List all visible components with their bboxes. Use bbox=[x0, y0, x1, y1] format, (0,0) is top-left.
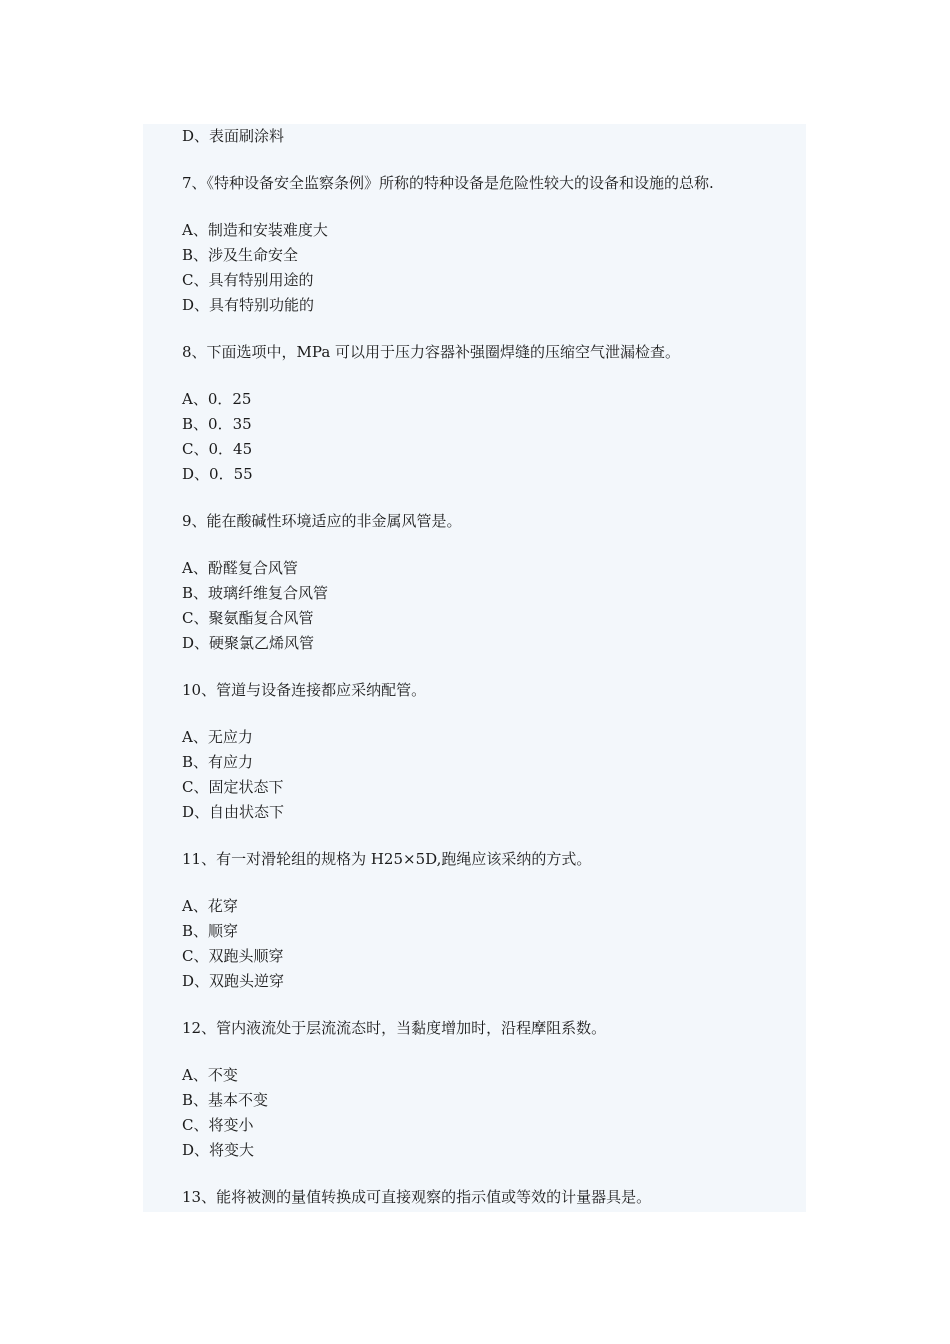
question-10-option-a: A、无应力 bbox=[182, 728, 253, 746]
question-12-option-c: C、将变小 bbox=[182, 1116, 254, 1134]
question-8-option-c: C、0．45 bbox=[182, 440, 253, 458]
question-9-option-c: C、聚氨酯复合风管 bbox=[182, 609, 314, 627]
question-7-option-a: A、制造和安装难度大 bbox=[182, 221, 328, 239]
question-13-stem: 13、能将被测的量值转换成可直接观察的指示值或等效的计量器具是。 bbox=[182, 1188, 652, 1206]
question-7-option-c: C、具有特别用途的 bbox=[182, 271, 314, 289]
question-7-option-d: D、具有特别功能的 bbox=[182, 296, 315, 314]
question-9-option-d: D、硬聚氯乙烯风管 bbox=[182, 634, 315, 652]
question-10-stem: 10、管道与设备连接都应采纳配管。 bbox=[182, 681, 427, 699]
option-d-q6: D、表面刷涂料 bbox=[182, 127, 285, 145]
question-11-stem: 11、有一对滑轮组的规格为 H25×5D,跑绳应该采纳的方式。 bbox=[182, 850, 592, 868]
question-8-option-a: A、0．25 bbox=[182, 390, 252, 408]
question-11-option-c: C、双跑头顺穿 bbox=[182, 947, 284, 965]
question-8-stem: 8、下面选项中，MPa 可以用于压力容器补强圈焊缝的压缩空气泄漏检查。 bbox=[182, 343, 681, 361]
question-12-option-d: D、将变大 bbox=[182, 1141, 255, 1159]
question-10-option-d: D、自由状态下 bbox=[182, 803, 285, 821]
question-10-option-b: B、有应力 bbox=[182, 753, 254, 771]
question-list bbox=[182, 124, 802, 1232]
question-11-option-a: A、花穿 bbox=[182, 897, 238, 915]
question-8-option-d: D、0．55 bbox=[182, 465, 253, 483]
question-11-option-b: B、顺穿 bbox=[182, 922, 239, 940]
question-9-option-b: B、玻璃纤维复合风管 bbox=[182, 584, 329, 602]
question-7-option-b: B、涉及生命安全 bbox=[182, 246, 299, 264]
question-8-option-b: B、0．35 bbox=[182, 415, 252, 433]
question-11-option-d: D、双跑头逆穿 bbox=[182, 972, 285, 990]
question-12-stem: 12、管内液流处于层流流态时，当黏度增加时，沿程摩阻系数。 bbox=[182, 1019, 607, 1037]
question-9-stem: 9、能在酸碱性环境适应的非金属风管是。 bbox=[182, 512, 462, 530]
question-9-option-a: A、酚醛复合风管 bbox=[182, 559, 298, 577]
question-10-option-c: C、固定状态下 bbox=[182, 778, 284, 796]
question-12-option-b: B、基本不变 bbox=[182, 1091, 269, 1109]
question-12-option-a: A、不变 bbox=[182, 1066, 238, 1084]
question-7-stem: 7、《特种设备安全监察条例》所称的特种设备是危险性较大的设备和设施的总称. bbox=[182, 174, 714, 192]
